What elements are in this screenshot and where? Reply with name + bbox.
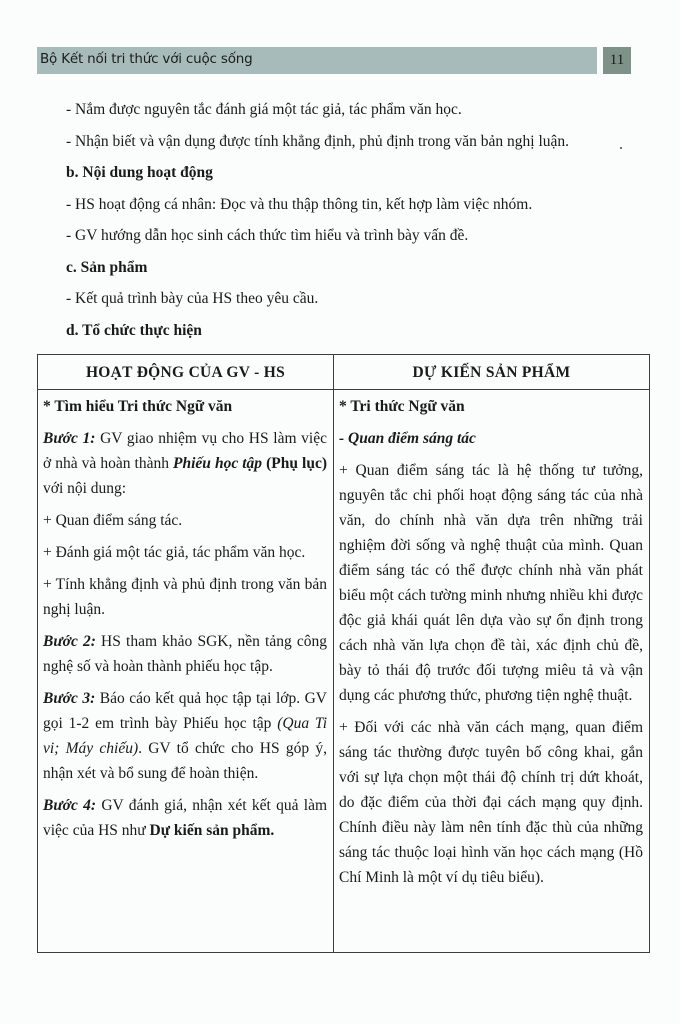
step-label: Bước 1: — [43, 430, 96, 447]
step-text: . GV tổ chức cho HS góp ý, nhận xét và bổ sung để hoàn thiện. — [43, 740, 327, 782]
page-number: 11 — [609, 52, 625, 68]
activity-table — [37, 354, 650, 953]
activity-title: * Tìm hiểu Tri thức Ngữ văn — [43, 398, 233, 415]
section-b-item: - GV hướng dẫn học sinh cách thức tìm hiểu và trình bày vấn đề. — [66, 227, 469, 244]
book-series-title: Bộ Kết nối tri thức với cuộc sống — [40, 51, 253, 67]
header-teacher-student-activity: HOẠT ĐỘNG CỦA GV - HS — [38, 355, 334, 390]
content-bullet: + Quan điểm sáng tác. — [43, 512, 183, 529]
appendix-note: (Phụ lục) — [262, 455, 327, 472]
section-c-heading: c. Sản phẩm — [66, 258, 148, 276]
running-header-bar — [37, 47, 597, 74]
step-text: HS tham khảo SGK, nền tảng công nghệ số và hoàn thành phiếu học tập. — [43, 633, 327, 675]
print-speck — [620, 147, 622, 149]
step-text: GV đánh giá, nhận xét kết quả làm việc của HS như — [43, 797, 328, 839]
product-subtitle: - Quan điểm sáng tác — [339, 430, 476, 447]
content-bullet: + Tính khẳng định và phủ định trong văn bản nghị luận. — [43, 576, 327, 618]
section-d-heading: d. Tổ chức thực hiện — [66, 321, 202, 339]
step-text: với nội dung: — [43, 480, 127, 497]
expected-product-ref: Dự kiến sản phẩm. — [149, 822, 275, 839]
step-label: Bước 3: — [43, 690, 96, 707]
worksheet-name: Phiếu học tập — [173, 455, 263, 472]
intro-section — [66, 100, 646, 352]
table-header-row — [38, 355, 650, 390]
section-b-heading: b. Nội dung hoạt động — [66, 164, 213, 181]
table-row — [38, 390, 650, 953]
activity-cell — [38, 390, 334, 953]
step-3 — [43, 686, 327, 786]
content-bullet: + Đánh giá một tác giả, tác phẩm văn học. — [43, 544, 306, 561]
step-label: Bước 2: — [43, 633, 96, 650]
product-title: * Tri thức Ngữ văn — [339, 398, 465, 415]
page-number-box — [603, 47, 631, 74]
step-1 — [43, 426, 327, 501]
step-label: Bước 4: — [43, 797, 97, 814]
product-paragraph: + Đối với các nhà văn cách mạng, quan điểm sáng tác thường được tuyên bố công khai, gắn với sự lựa chọn một thái độ chính trị dứt khoát, do đặc điểm của thời đại cách mạng quy định. Chính điều này làm nên tính đặc thù của những sáng tác thuộc loại hình văn học cách mạng (Hồ Chí Minh là một ví dụ tiêu biểu). — [339, 719, 643, 886]
header-expected-product: DỰ KIẾN SẢN PHẨM — [334, 355, 650, 390]
section-b-item: - HS hoạt động cá nhân: Đọc và thu thập thông tin, kết hợp làm việc nhóm. — [66, 195, 533, 213]
step-text: GV giao nhiệm vụ cho HS làm việc ở nhà và hoàn thành — [43, 430, 327, 472]
product-cell — [334, 390, 650, 953]
step-2 — [43, 629, 327, 679]
step-4 — [43, 793, 327, 843]
device-note: (Qua Ti vi; Máy chiếu) — [43, 715, 327, 757]
objective-line: - Nắm được nguyên tắc đánh giá một tác giả, tác phẩm văn học. — [66, 101, 462, 118]
step-text: Báo cáo kết quả học tập tại lớp. GV gọi 1-2 em trình bày Phiếu học tập — [43, 690, 327, 732]
product-paragraph: + Quan điểm sáng tác là hệ thống tư tưởng, nguyên tắc chi phối hoạt động sáng tác của nhà văn, do chính nhà văn dựa trên những trải nghiệm đời sống và nghệ thuật của mình. Quan điểm sáng tác có thể được chính nhà văn phát biểu một cách tường minh nhưng nhiều khi được độc giả khái quát lên dựa vào sự ổn định trong cách nhà văn lựa chọn đề tài, xác định chủ đề, bày tỏ thái độ trước đối tượng miêu tả và vận dụng các phương thức, phương tiện nghệ thuật. — [339, 462, 643, 704]
objective-line: - Nhận biết và vận dụng được tính khẳng định, phủ định trong văn bản nghị luận. — [66, 132, 570, 150]
section-c-item: - Kết quả trình bày của HS theo yêu cầu. — [66, 290, 319, 307]
